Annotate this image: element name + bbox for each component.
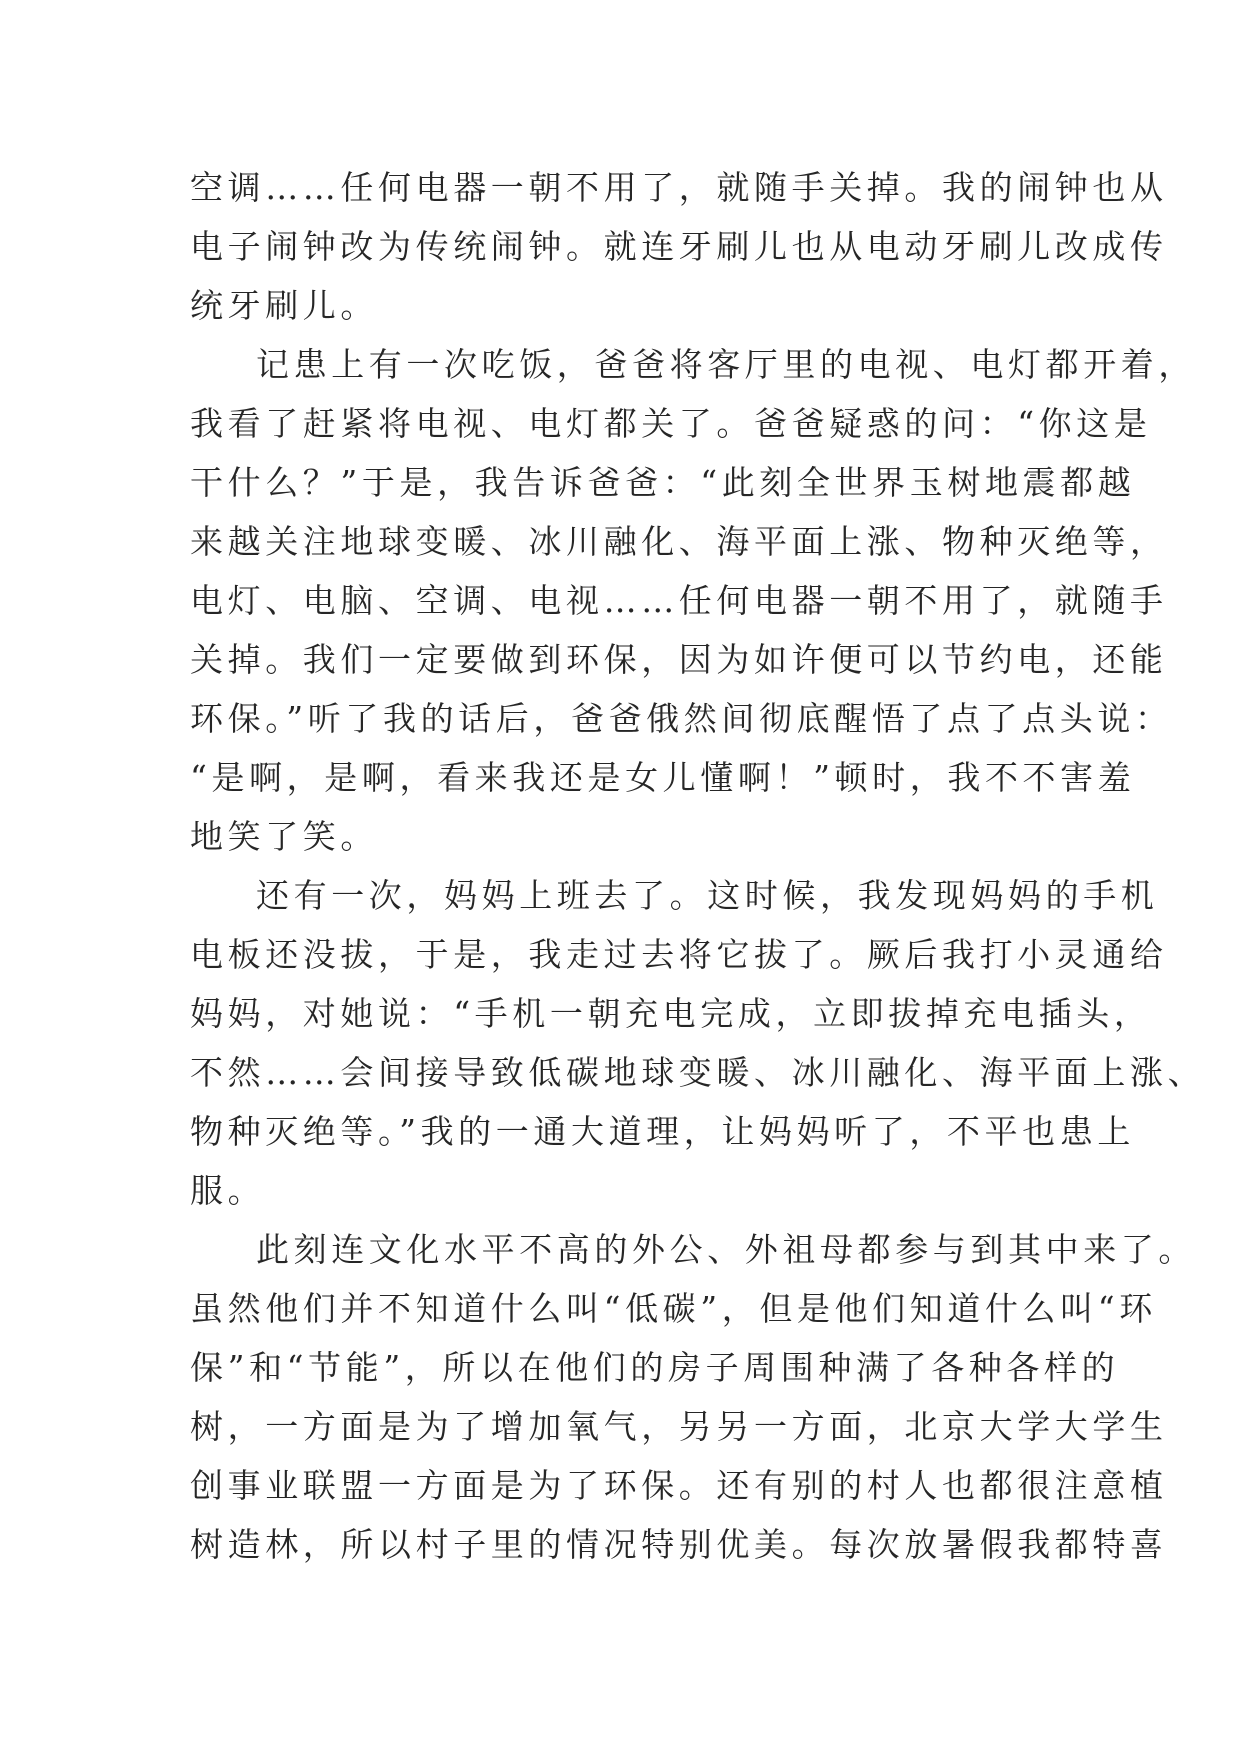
text-line: 此刻连文化水平不高的外公、外祖母都参与到其中来了。 bbox=[256, 1230, 1196, 1269]
text-line: 地笑了笑。 bbox=[190, 817, 378, 856]
text-line: 记患上有一次吃饭，爸爸将客厅里的电视、电灯都开着， bbox=[256, 345, 1196, 384]
text-line: 妈妈，对她说：“手机一朝充电完成，立即拔掉充电插头， bbox=[190, 994, 1152, 1033]
paragraph bbox=[190, 1220, 1196, 1574]
text-line: 我看了赶紧将电视、电灯都关了。爸爸疑惑的问：“你这是 bbox=[190, 404, 1152, 443]
text-line: 干什么？”于是，我告诉爸爸：“此刻全世界玉树地震都越 bbox=[190, 463, 1136, 502]
text-line: “是啊，是啊，看来我还是女儿懂啊！”顿时，我不不害羞 bbox=[190, 758, 1136, 797]
text-line: 还有一次，妈妈上班去了。这时候，我发现妈妈的手机 bbox=[256, 876, 1159, 915]
text-line: 保”和“节能”，所以在他们的房子周围种满了各种各样的 bbox=[190, 1348, 1120, 1387]
text-line: 虽然他们并不知道什么叫“低碳”，但是他们知道什么叫“环 bbox=[190, 1289, 1157, 1328]
paragraph bbox=[190, 866, 1206, 1220]
text-line: 环保。”听了我的话后，爸爸俄然间彻底醒悟了点了点头说： bbox=[190, 699, 1173, 738]
text-line: 物种灭绝等。”我的一通大道理，让妈妈听了，不平也患上 bbox=[190, 1112, 1135, 1151]
text-line: 空调……任何电器一朝不用了，就随手关掉。我的闹钟也从 bbox=[190, 168, 1168, 207]
text-line: 电板还没拔，于是，我走过去将它拔了。厥后我打小灵通给 bbox=[190, 935, 1168, 974]
text-line: 树造林，所以村子里的情况特别优美。每次放暑假我都特喜 bbox=[190, 1525, 1168, 1564]
paragraph bbox=[190, 158, 1168, 335]
text-line: 树，一方面是为了增加氧气，另另一方面，北京大学大学生 bbox=[190, 1407, 1168, 1446]
text-line: 统牙刷儿。 bbox=[190, 286, 378, 325]
text-line: 不然……会间接导致低碳地球变暖、冰川融化、海平面上涨、 bbox=[190, 1053, 1206, 1092]
text-line: 创事业联盟一方面是为了环保。还有别的村人也都很注意植 bbox=[190, 1466, 1168, 1505]
text-line: 电灯、电脑、空调、电视……任何电器一朝不用了，就随手 bbox=[190, 581, 1168, 620]
text-line: 服。 bbox=[190, 1171, 266, 1210]
text-line: 关掉。我们一定要做到环保，因为如许便可以节约电，还能 bbox=[190, 640, 1168, 679]
document-body bbox=[190, 158, 1206, 1574]
text-line: 来越关注地球变暖、冰川融化、海平面上涨、物种灭绝等， bbox=[190, 522, 1168, 561]
text-line: 电子闹钟改为传统闹钟。就连牙刷儿也从电动牙刷儿改成传 bbox=[190, 227, 1168, 266]
paragraph bbox=[190, 335, 1196, 866]
